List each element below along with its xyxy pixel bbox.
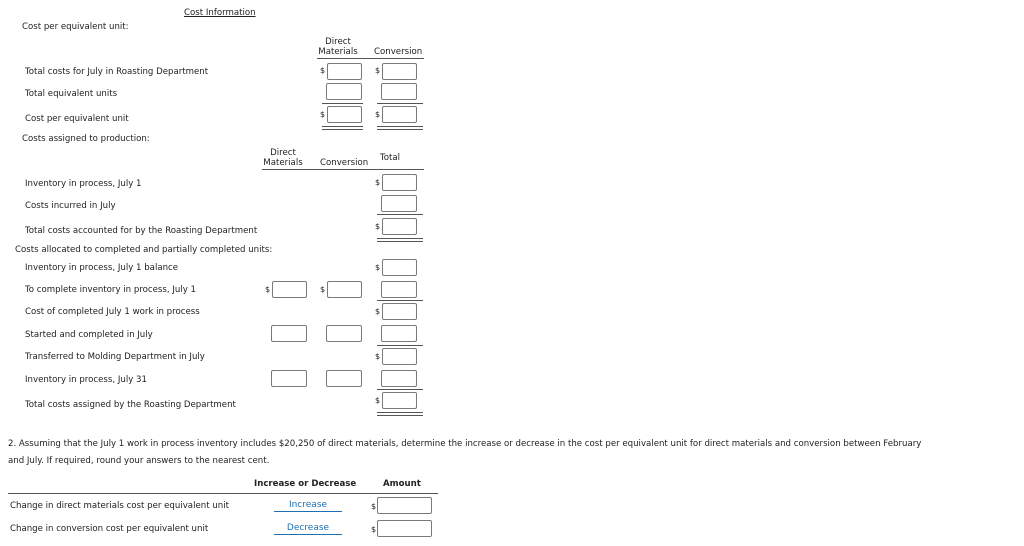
row-change-dm: Change in direct materials cost per equivalent unit [10, 501, 229, 511]
cpu-dm-input[interactable] [327, 106, 362, 123]
row-total-costs-accounted: Total costs accounted for by the Roasting Department [25, 226, 258, 236]
col-header-direct: Direct [270, 148, 296, 158]
col-header-conversion: Conversion [320, 158, 369, 168]
dollar-sign: $ [375, 307, 381, 316]
inventory-july31-conversion-input[interactable] [326, 370, 362, 387]
col-header-increase-decrease: Increase or Decrease [254, 479, 357, 489]
total-double-rule [377, 126, 423, 130]
change-dm-select[interactable]: Increase [274, 500, 342, 512]
total-accounted-input[interactable] [382, 218, 417, 235]
total-double-rule [377, 238, 423, 242]
row-costs-incurred: Costs incurred in July [25, 201, 116, 211]
subtotal-rule [377, 103, 423, 104]
dollar-sign: $ [375, 352, 381, 361]
eu-conversion-input[interactable] [381, 83, 417, 100]
row-change-conversion: Change in conversion cost per equivalent unit [10, 524, 209, 534]
dollar-sign: $ [371, 525, 377, 534]
dollar-sign: $ [375, 110, 381, 119]
col-header-direct-materials [262, 148, 304, 168]
col-header-materials: Materials [263, 158, 303, 168]
row-total-equivalent-units: Total equivalent units [25, 89, 118, 99]
col-header-amount: Amount [383, 479, 421, 489]
change-conversion-amount-input[interactable] [377, 520, 432, 537]
subtotal-rule [377, 345, 423, 346]
cpu-conversion-input[interactable] [382, 106, 417, 123]
header-rule [8, 493, 438, 494]
total-costs-dm-input[interactable] [327, 63, 362, 80]
eu-dm-input[interactable] [326, 83, 362, 100]
dollar-sign: $ [375, 66, 381, 75]
transferred-total-input[interactable] [382, 348, 417, 365]
dollar-sign: $ [265, 285, 271, 294]
costs-incurred-total-input[interactable] [381, 195, 417, 212]
to-complete-total-input[interactable] [381, 281, 417, 298]
completed-wip-total-input[interactable] [382, 303, 417, 320]
dollar-sign: $ [320, 110, 326, 119]
inventory-july31-total-input[interactable] [381, 370, 417, 387]
change-conversion-select[interactable]: Decrease [274, 523, 342, 535]
costs-assigned-heading: Costs assigned to production: [22, 134, 150, 144]
cost-information-title: Cost Information [184, 8, 256, 18]
total-assigned-input[interactable] [382, 392, 417, 409]
dollar-sign: $ [320, 285, 326, 294]
col-header-total: Total [380, 153, 401, 163]
costs-allocated-heading: Costs allocated to completed and partially completed units: [15, 245, 273, 255]
total-double-rule [322, 126, 363, 130]
dollar-sign: $ [375, 396, 381, 405]
col-header-direct: Direct [325, 37, 351, 47]
part2-question-line2: and July. If required, round your answers to the nearest cent. [8, 456, 270, 466]
cost-per-eu-heading: Cost per equivalent unit: [22, 22, 129, 32]
subtotal-rule [377, 214, 423, 215]
row-cost-completed-wip: Cost of completed July 1 work in process [25, 307, 200, 317]
row-inventory-july-31: Inventory in process, July 31 [25, 375, 147, 385]
dollar-sign: $ [320, 66, 326, 75]
total-costs-conversion-input[interactable] [382, 63, 417, 80]
row-transferred-molding: Transferred to Molding Department in July [25, 352, 205, 362]
row-inventory-july-1: Inventory in process, July 1 [25, 179, 142, 189]
inventory-july31-dm-input[interactable] [271, 370, 307, 387]
row-inventory-july1-balance: Inventory in process, July 1 balance [25, 263, 179, 273]
subtotal-rule [322, 103, 363, 104]
col-header-conversion: Conversion [374, 47, 423, 57]
to-complete-dm-input[interactable] [272, 281, 307, 298]
dollar-sign: $ [375, 263, 381, 272]
row-total-costs-assigned: Total costs assigned by the Roasting Department [25, 400, 236, 410]
header-rule [262, 169, 424, 170]
col-header-direct-materials [317, 37, 359, 57]
to-complete-conversion-input[interactable] [327, 281, 362, 298]
total-double-rule [377, 412, 423, 416]
change-dm-amount-input[interactable] [377, 497, 432, 514]
dollar-sign: $ [371, 502, 377, 511]
started-completed-total-input[interactable] [381, 325, 417, 342]
row-cost-per-eu: Cost per equivalent unit [25, 114, 129, 124]
col-header-materials: Materials [318, 47, 358, 57]
row-to-complete-inventory: To complete inventory in process, July 1 [25, 285, 196, 295]
row-started-completed: Started and completed in July [25, 330, 153, 340]
inventory-july1-total-input[interactable] [382, 174, 417, 191]
subtotal-rule [377, 300, 423, 301]
dollar-sign: $ [375, 178, 381, 187]
dollar-sign: $ [375, 222, 381, 231]
started-completed-dm-input[interactable] [271, 325, 307, 342]
started-completed-conversion-input[interactable] [326, 325, 362, 342]
header-rule [317, 58, 424, 59]
subtotal-rule [377, 389, 423, 390]
inventory-balance-total-input[interactable] [382, 259, 417, 276]
part2-question-line1: 2. Assuming that the July 1 work in process inventory includes $20,250 of direct materials, determine the increase or decrease in the cost per equivalent unit for direct materials and conversion between February [8, 439, 922, 449]
row-total-costs-july: Total costs for July in Roasting Department [25, 67, 209, 77]
